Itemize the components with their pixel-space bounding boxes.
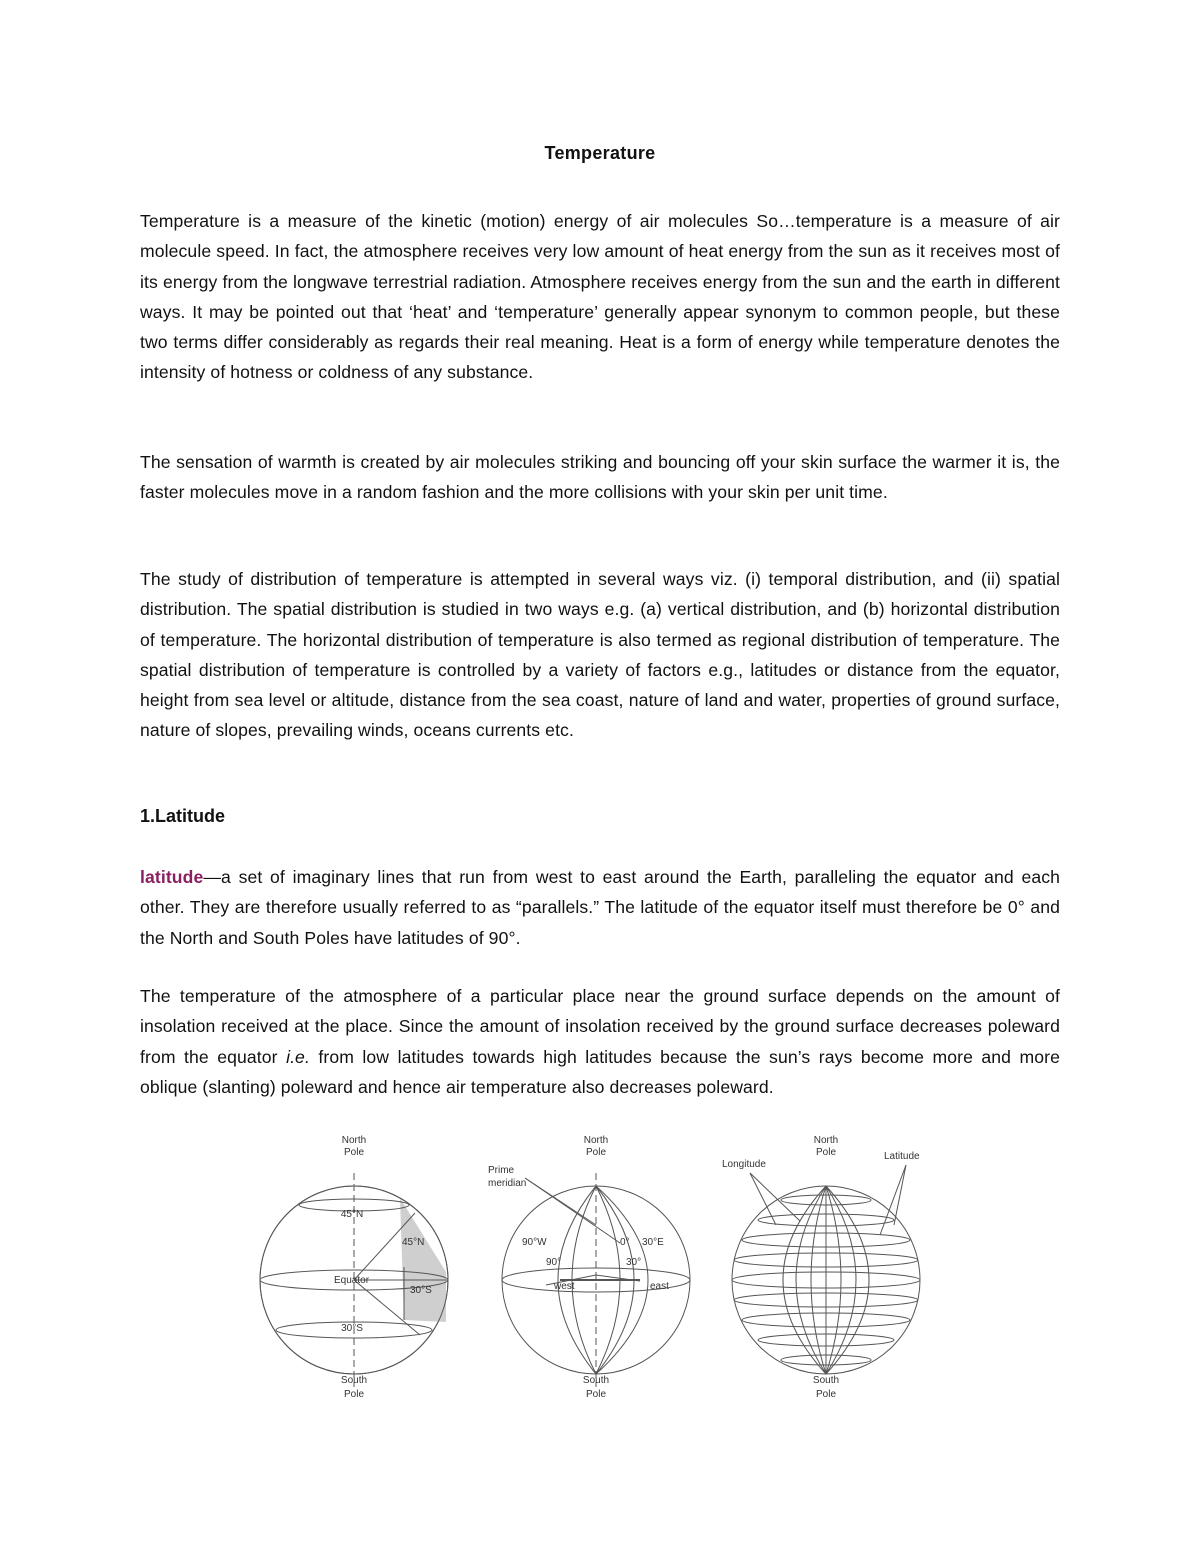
g2-prime-1: Prime	[488, 1165, 515, 1176]
g2-east: east	[650, 1281, 669, 1292]
paragraph-sensation: The sensation of warmth is created by air molecules striking and bouncing off your skin surface the warmer it is, the faster molecules move in a random fashion and the more collisions with your skin per unit time.	[140, 452, 1060, 503]
definition-text: —a set of imaginary lines that run from west to east around the Earth, paralleling the equator and each other. They are therefore usually referred to as “parallels.” The latitude of the equator itself must therefore be 0° and the North and South Poles have latitudes of 90°.	[140, 867, 1060, 948]
g2-lon-30e: 30°E	[642, 1237, 664, 1248]
g2-north-1: North	[583, 1135, 609, 1146]
latitude-figure	[0, 1125, 1200, 1415]
g2-prime-2: meridian	[488, 1178, 527, 1189]
definition-term: latitude	[140, 867, 204, 887]
g1-south-1: South	[340, 1375, 368, 1386]
g2-lon-90w: 90°W	[522, 1237, 547, 1248]
insolation-italic: i.e.	[286, 1046, 310, 1067]
g1-lat-45n: 45°N	[340, 1209, 364, 1220]
globes-illustration	[0, 1125, 1200, 1415]
page-title: Temperature	[544, 143, 656, 163]
globe-longitude	[502, 1173, 690, 1387]
g2-north-2: Pole	[585, 1147, 607, 1158]
g1-north-2: Pole	[343, 1147, 365, 1158]
g2-angle-90: 90°	[546, 1257, 562, 1268]
g3-latitude: Latitude	[884, 1151, 920, 1162]
g3-longitude: Longitude	[722, 1159, 766, 1170]
insolation-text-1: The temperature of the atmosphere of a particular place near the ground surface depends on the amount of insolation received at the place. Since the amount of insolation received by the ground surface decreases poleward from the equator	[140, 986, 1060, 1067]
g1-lat-30s: 30°S	[341, 1323, 363, 1334]
g3-south-1: South	[812, 1375, 840, 1386]
g1-south-2: Pole	[343, 1389, 365, 1400]
paragraph-distribution: The study of distribution of temperature is attempted in several ways viz. (i) temporal distribution, and (ii) spatial distribution. The spatial distribution is studied in two ways e.g. (a) vertical distribution, and (b) horizontal distribution of temperature. The horizontal distribution of temperature is also termed as regional distribution of temperature. The spatial distribution of temperature is controlled by a variety of factors e.g., latitudes or distance from the equator, height from sea level or altitude, distance from the sea coast, nature of land and water, properties of ground surface, nature of slopes, prevailing winds, oceans currents etc.	[140, 569, 1060, 741]
paragraph-latitude-definition	[140, 862, 1060, 953]
g3-north-2: Pole	[815, 1147, 837, 1158]
section-heading-latitude: 1.Latitude	[140, 806, 226, 826]
insolation-text-2: from low latitudes towards high latitudes because the sun’s rays become more and more oblique (slanting) poleward and hence air temperature also decreases poleward.	[140, 1046, 1060, 1097]
g2-west: west	[554, 1281, 575, 1292]
g1-north-1: North	[341, 1135, 367, 1146]
g2-angle-30: 30°	[626, 1257, 642, 1268]
g2-lon-0: 0°	[620, 1237, 630, 1248]
paragraph-insolation	[140, 981, 1060, 1102]
globe-grid	[732, 1165, 920, 1374]
g2-south-1: South	[582, 1375, 610, 1386]
g2-south-2: Pole	[585, 1389, 607, 1400]
g1-angle-45n: 45°N	[402, 1237, 425, 1248]
g1-angle-30s: 30°S	[410, 1285, 432, 1296]
paragraph-definition: Temperature is a measure of the kinetic (motion) energy of air molecules So…temperature is a measure of air molecule speed. In fact, the atmosphere receives very low amount of heat energy from the sun as it receives most of its energy from the longwave terrestrial radiation. Atmosphere receives energy from the sun and the earth in different ways. It may be pointed out that ‘heat’ and ‘temperature’ generally appear synonym to common people, but these two terms differ considerably as regards their real meaning. Heat is a form of energy while temperature denotes the intensity of hotness or coldness of any substance.	[140, 211, 1060, 383]
g1-equator: Equator	[334, 1275, 370, 1286]
g3-south-2: Pole	[815, 1389, 837, 1400]
g3-north-1: North	[813, 1135, 839, 1146]
